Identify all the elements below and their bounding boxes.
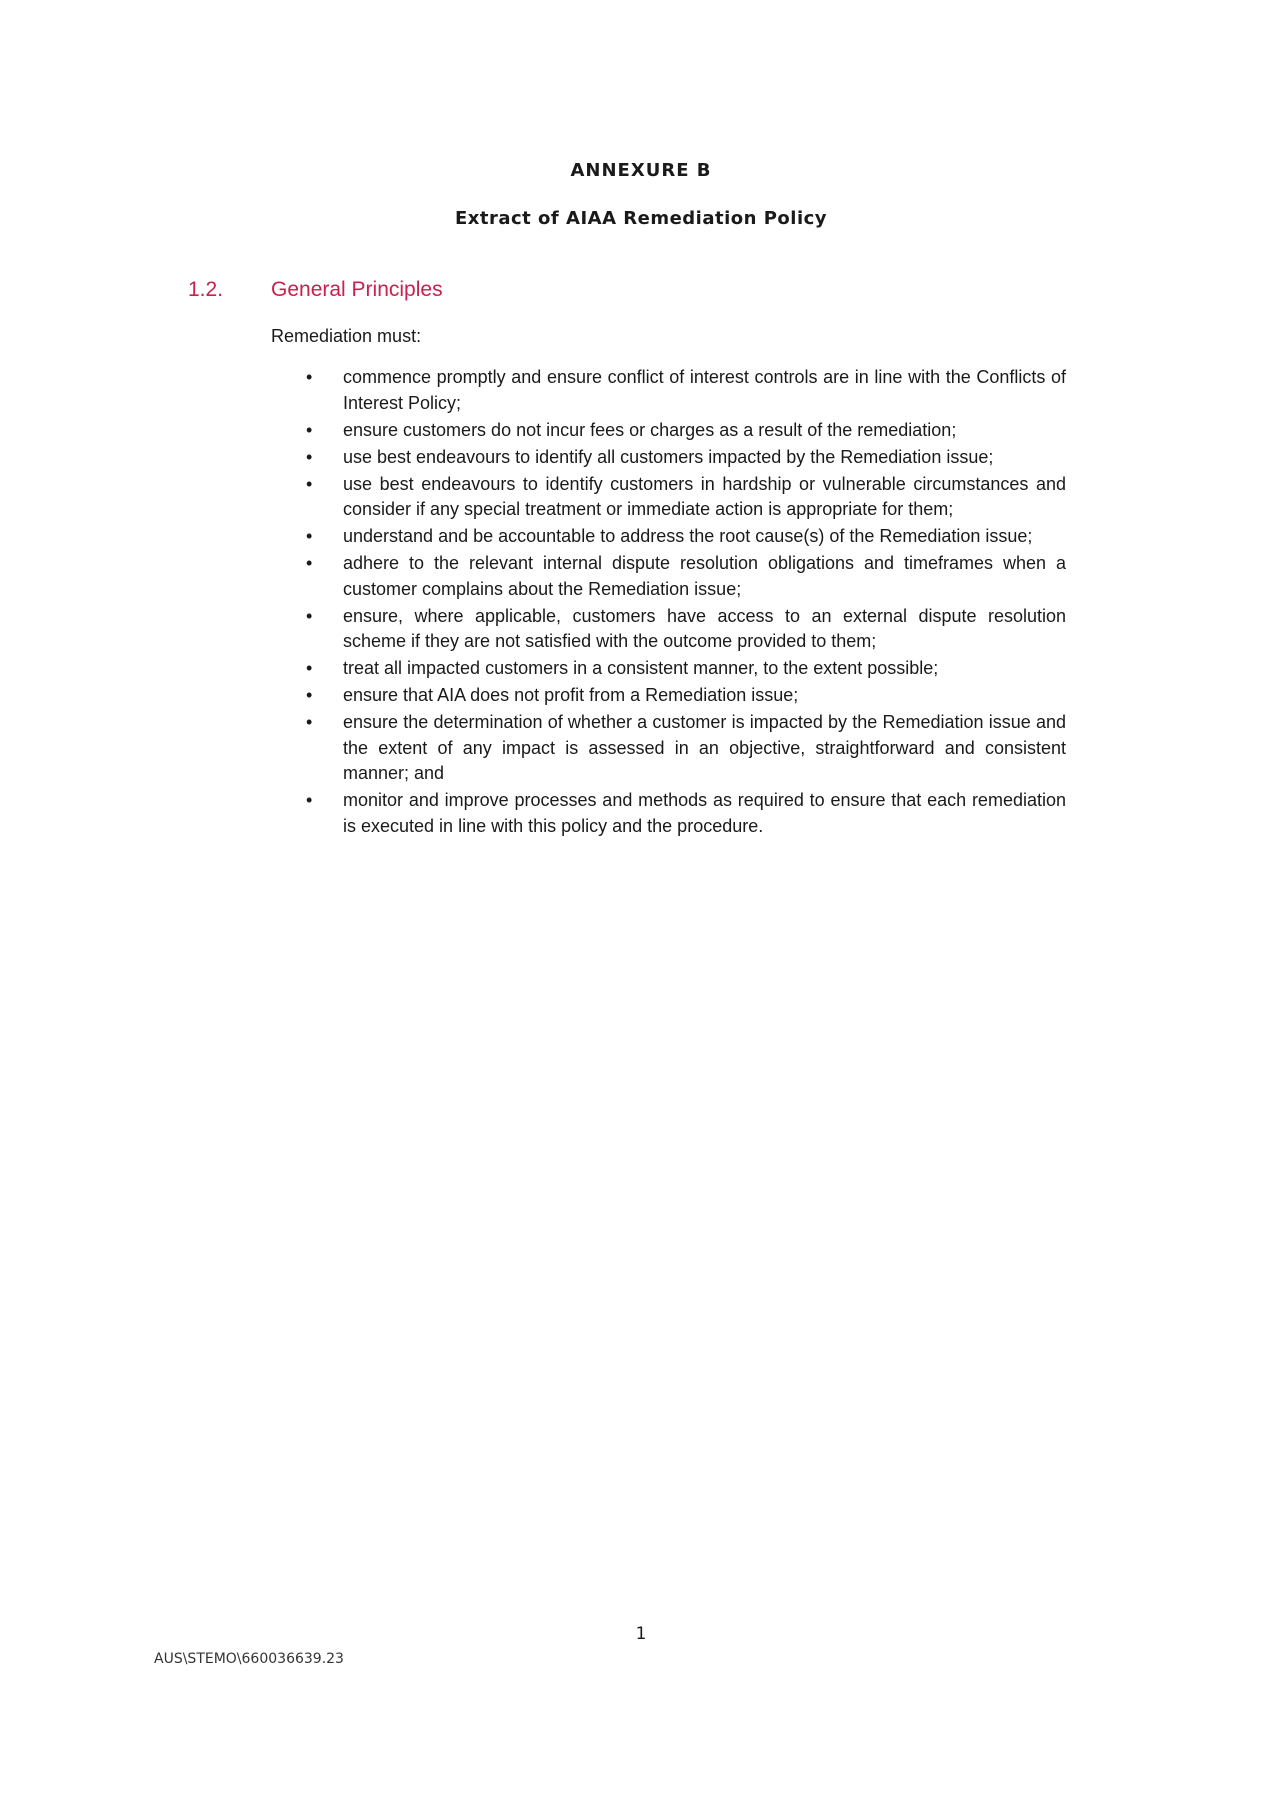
list-item-text: monitor and improve processes and methods as required to ensure that each remediation is executed in line with this policy and the procedure. [343,790,1066,836]
list-item-text: treat all impacted customers in a consistent manner, to the extent possible; [343,658,939,678]
list-item-text: ensure that AIA does not profit from a Remediation issue; [343,685,799,705]
list-item-text: ensure, where applicable, customers have access to an external dispute resolution scheme if they are not satisfied with the outcome provided to them; [343,605,1066,651]
list-item [300,365,1066,416]
document-reference: AUS\STEMO\660036639.23 [154,1651,344,1667]
bullet-icon: • [306,446,313,467]
bullet-icon: • [306,605,313,626]
bullet-icon: • [306,553,313,573]
bullet-icon: • [306,790,313,810]
list-item-text: use best endeavours to identify all customers impacted by the Remediation issue; [343,446,994,467]
bullet-icon: • [306,685,313,705]
list-item-text: use best endeavours to identify customers in hardship or vulnerable circumstances and consider if any special treatment or immediate action is appropriate for them; [343,473,1066,519]
list-item [300,472,1066,523]
list-item [300,418,1066,444]
list-item-text: commence promptly and ensure conflict of interest controls are in line with the Conflicts of Interest Policy; [343,367,1066,413]
list-item-text: understand and be accountable to address the root cause(s) of the Remediation issue; [343,526,1033,546]
list-item [300,656,1066,682]
bullet-icon: • [306,419,313,440]
list-item [300,551,1066,602]
list-item [300,524,1066,550]
annexure-subtitle: Extract of AIAA Remediation Policy [454,208,828,229]
section-intro: Remediation must: [271,326,422,346]
principles-list [300,365,1066,841]
bullet-icon: • [306,367,313,387]
list-item [300,445,1066,471]
bullet-icon: • [306,473,313,494]
bullet-icon: • [306,526,313,546]
annexure-title: ANNEXURE B [570,160,712,181]
list-item-text: adhere to the relevant internal dispute resolution obligations and timeframes when a customer complains about the Remediation issue; [343,553,1066,599]
list-item [300,683,1066,709]
page-number: 1 [635,1624,647,1644]
bullet-icon: • [306,658,313,678]
list-item [300,604,1066,655]
list-item-text: ensure the determination of whether a customer is impacted by the Remediation issue and the extent of any impact is assessed in an objective, straightforward and consistent manner; and [343,712,1066,783]
list-item [300,710,1066,787]
section-title: General Principles [271,278,443,301]
section-number: 1.2. [188,278,224,301]
bullet-icon: • [306,712,313,732]
list-item [300,788,1066,839]
list-item-text: ensure customers do not incur fees or charges as a result of the remediation; [343,419,957,440]
